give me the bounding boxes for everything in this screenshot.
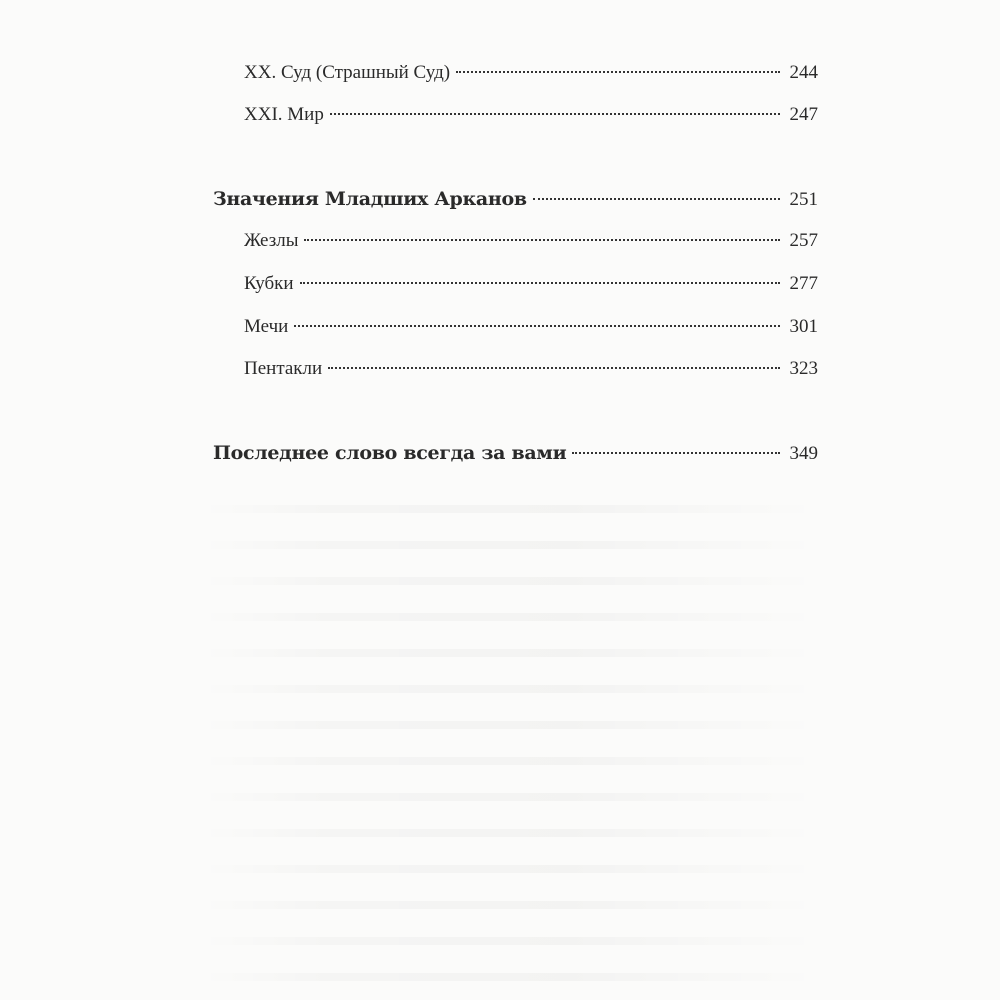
toc-entry-page: 277 bbox=[789, 273, 818, 294]
dot-leader bbox=[294, 325, 779, 327]
dot-leader bbox=[304, 239, 779, 241]
toc-entry[interactable] bbox=[244, 229, 818, 253]
dot-leader bbox=[330, 113, 780, 115]
dot-leader bbox=[328, 367, 779, 369]
toc-entry-page: 301 bbox=[789, 316, 818, 337]
toc-entry-title: XX. Суд (Страшный Суд) bbox=[244, 62, 451, 83]
toc-entry[interactable] bbox=[244, 61, 818, 85]
toc-entry-title: Пентакли bbox=[244, 358, 323, 379]
toc-entry-title: Последнее слово всегда за вами bbox=[213, 442, 567, 464]
toc-section-entry[interactable] bbox=[213, 441, 818, 466]
toc-entry-title: Жезлы bbox=[244, 230, 299, 251]
dot-leader bbox=[300, 282, 780, 284]
toc-entry-page: 251 bbox=[789, 189, 818, 210]
toc-entry-page: 244 bbox=[789, 62, 818, 83]
toc-entry-page: 247 bbox=[789, 104, 818, 125]
dot-leader bbox=[533, 198, 780, 200]
dot-leader bbox=[456, 71, 779, 73]
toc-section-entry[interactable] bbox=[213, 187, 818, 212]
toc-entry-title: Кубки bbox=[244, 273, 294, 294]
toc-entry[interactable] bbox=[244, 272, 818, 296]
toc-entry-page: 323 bbox=[789, 358, 818, 379]
toc-entry-page: 257 bbox=[789, 230, 818, 251]
dot-leader bbox=[572, 452, 779, 454]
toc-entry[interactable] bbox=[244, 357, 818, 381]
toc-entry-title: Мечи bbox=[244, 316, 289, 337]
toc-entry-page: 349 bbox=[789, 443, 818, 464]
toc-entry[interactable] bbox=[244, 315, 818, 339]
toc-entry[interactable] bbox=[244, 103, 818, 127]
toc-entry-title: Значения Младших Арканов bbox=[213, 188, 527, 210]
toc-entry-title: XXI. Мир bbox=[244, 104, 324, 125]
